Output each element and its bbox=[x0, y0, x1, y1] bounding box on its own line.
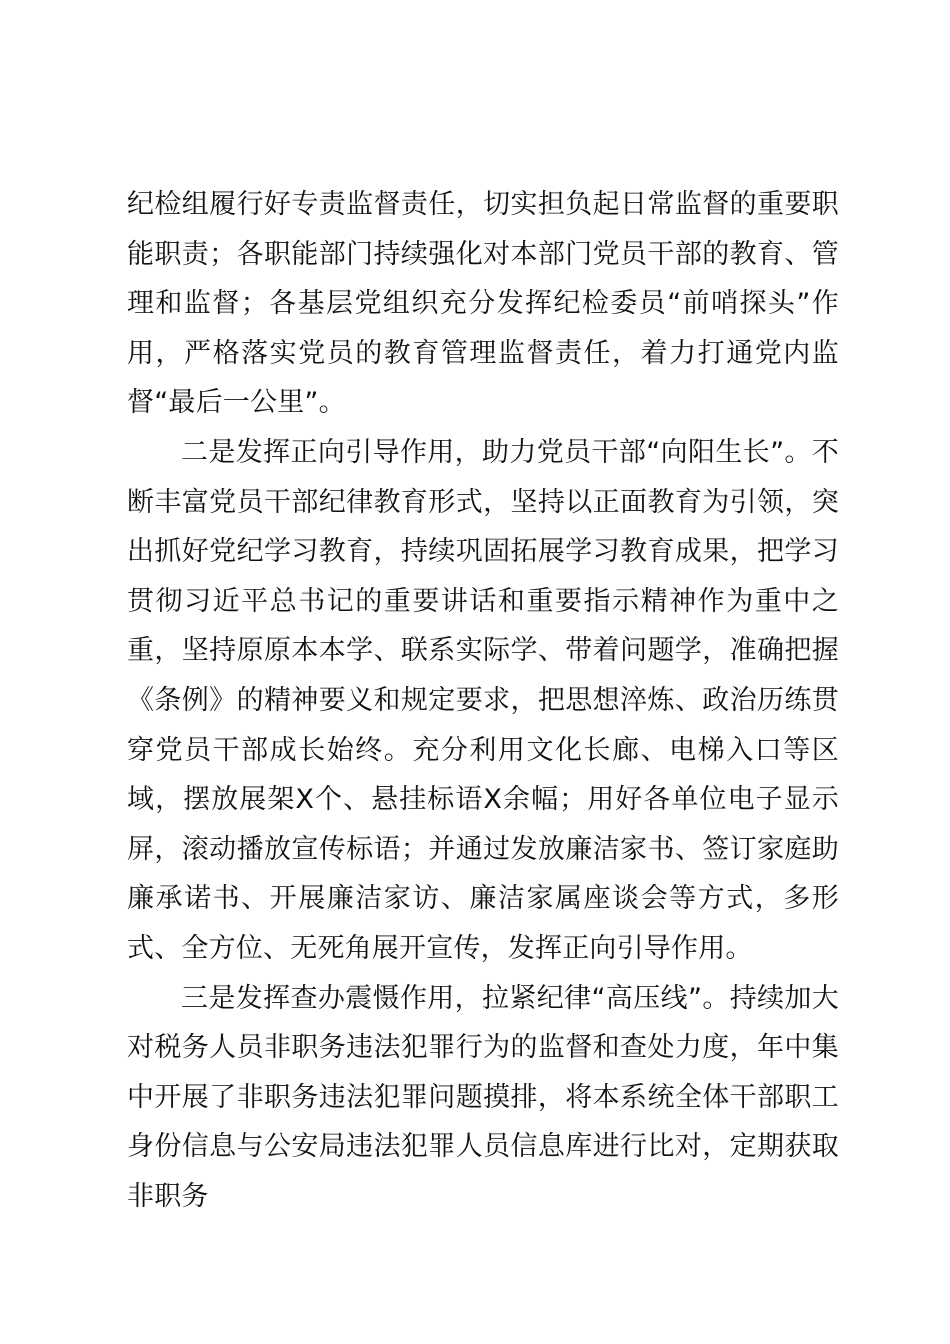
paragraph-positive-guidance: 二是发挥正向引导作用，助力党员干部“向阳生长”。不断丰富党员干部纪律教育形式，坚持以正面教育为引领，突出抓好党纪学习教育，持续巩固拓展学习教育成果，把学习贯彻习近平总书记的重要讲话和重要指示精神作为重中之重，坚持原原本本学、联系实际学、带着问题学，准确把握《条例》的精神要义和规定要求，把思想淬炼、政治历练贯穿党员干部成长始终。充分利用文化长廊、电梯入口等区域，摆放展架X个、悬挂标语X余幅；用好各单位电子显示屏，滚动播放宣传标语；并通过发放廉洁家书、签订家庭助廉承诺书、开展廉洁家访、廉洁家属座谈会等方式，多形式、全方位、无死角展开宣传，发挥正向引导作用。 bbox=[127, 436, 839, 964]
document-body bbox=[127, 180, 839, 1221]
paragraph-supervision-duties: 纪检组履行好专责监督责任，切实担负起日常监督的重要职能职责；各职能部门持续强化对本部门党员干部的教育、管理和监督；各基层党组织充分发挥纪检委员“前哨探头”作用，严格落实党员的教育管理监督责任，着力打通党内监督“最后一公里”。 bbox=[127, 189, 839, 419]
paragraph-deterrence: 三是发挥查办震慑作用，拉紧纪律“高压线”。持续加大对税务人员非职务违法犯罪行为的监督和查处力度，年中集中开展了非职务违法犯罪问题摸排，将本系统全体干部职工身份信息与公安局违法犯罪人员信息库进行比对，定期获取非职务 bbox=[127, 982, 839, 1212]
